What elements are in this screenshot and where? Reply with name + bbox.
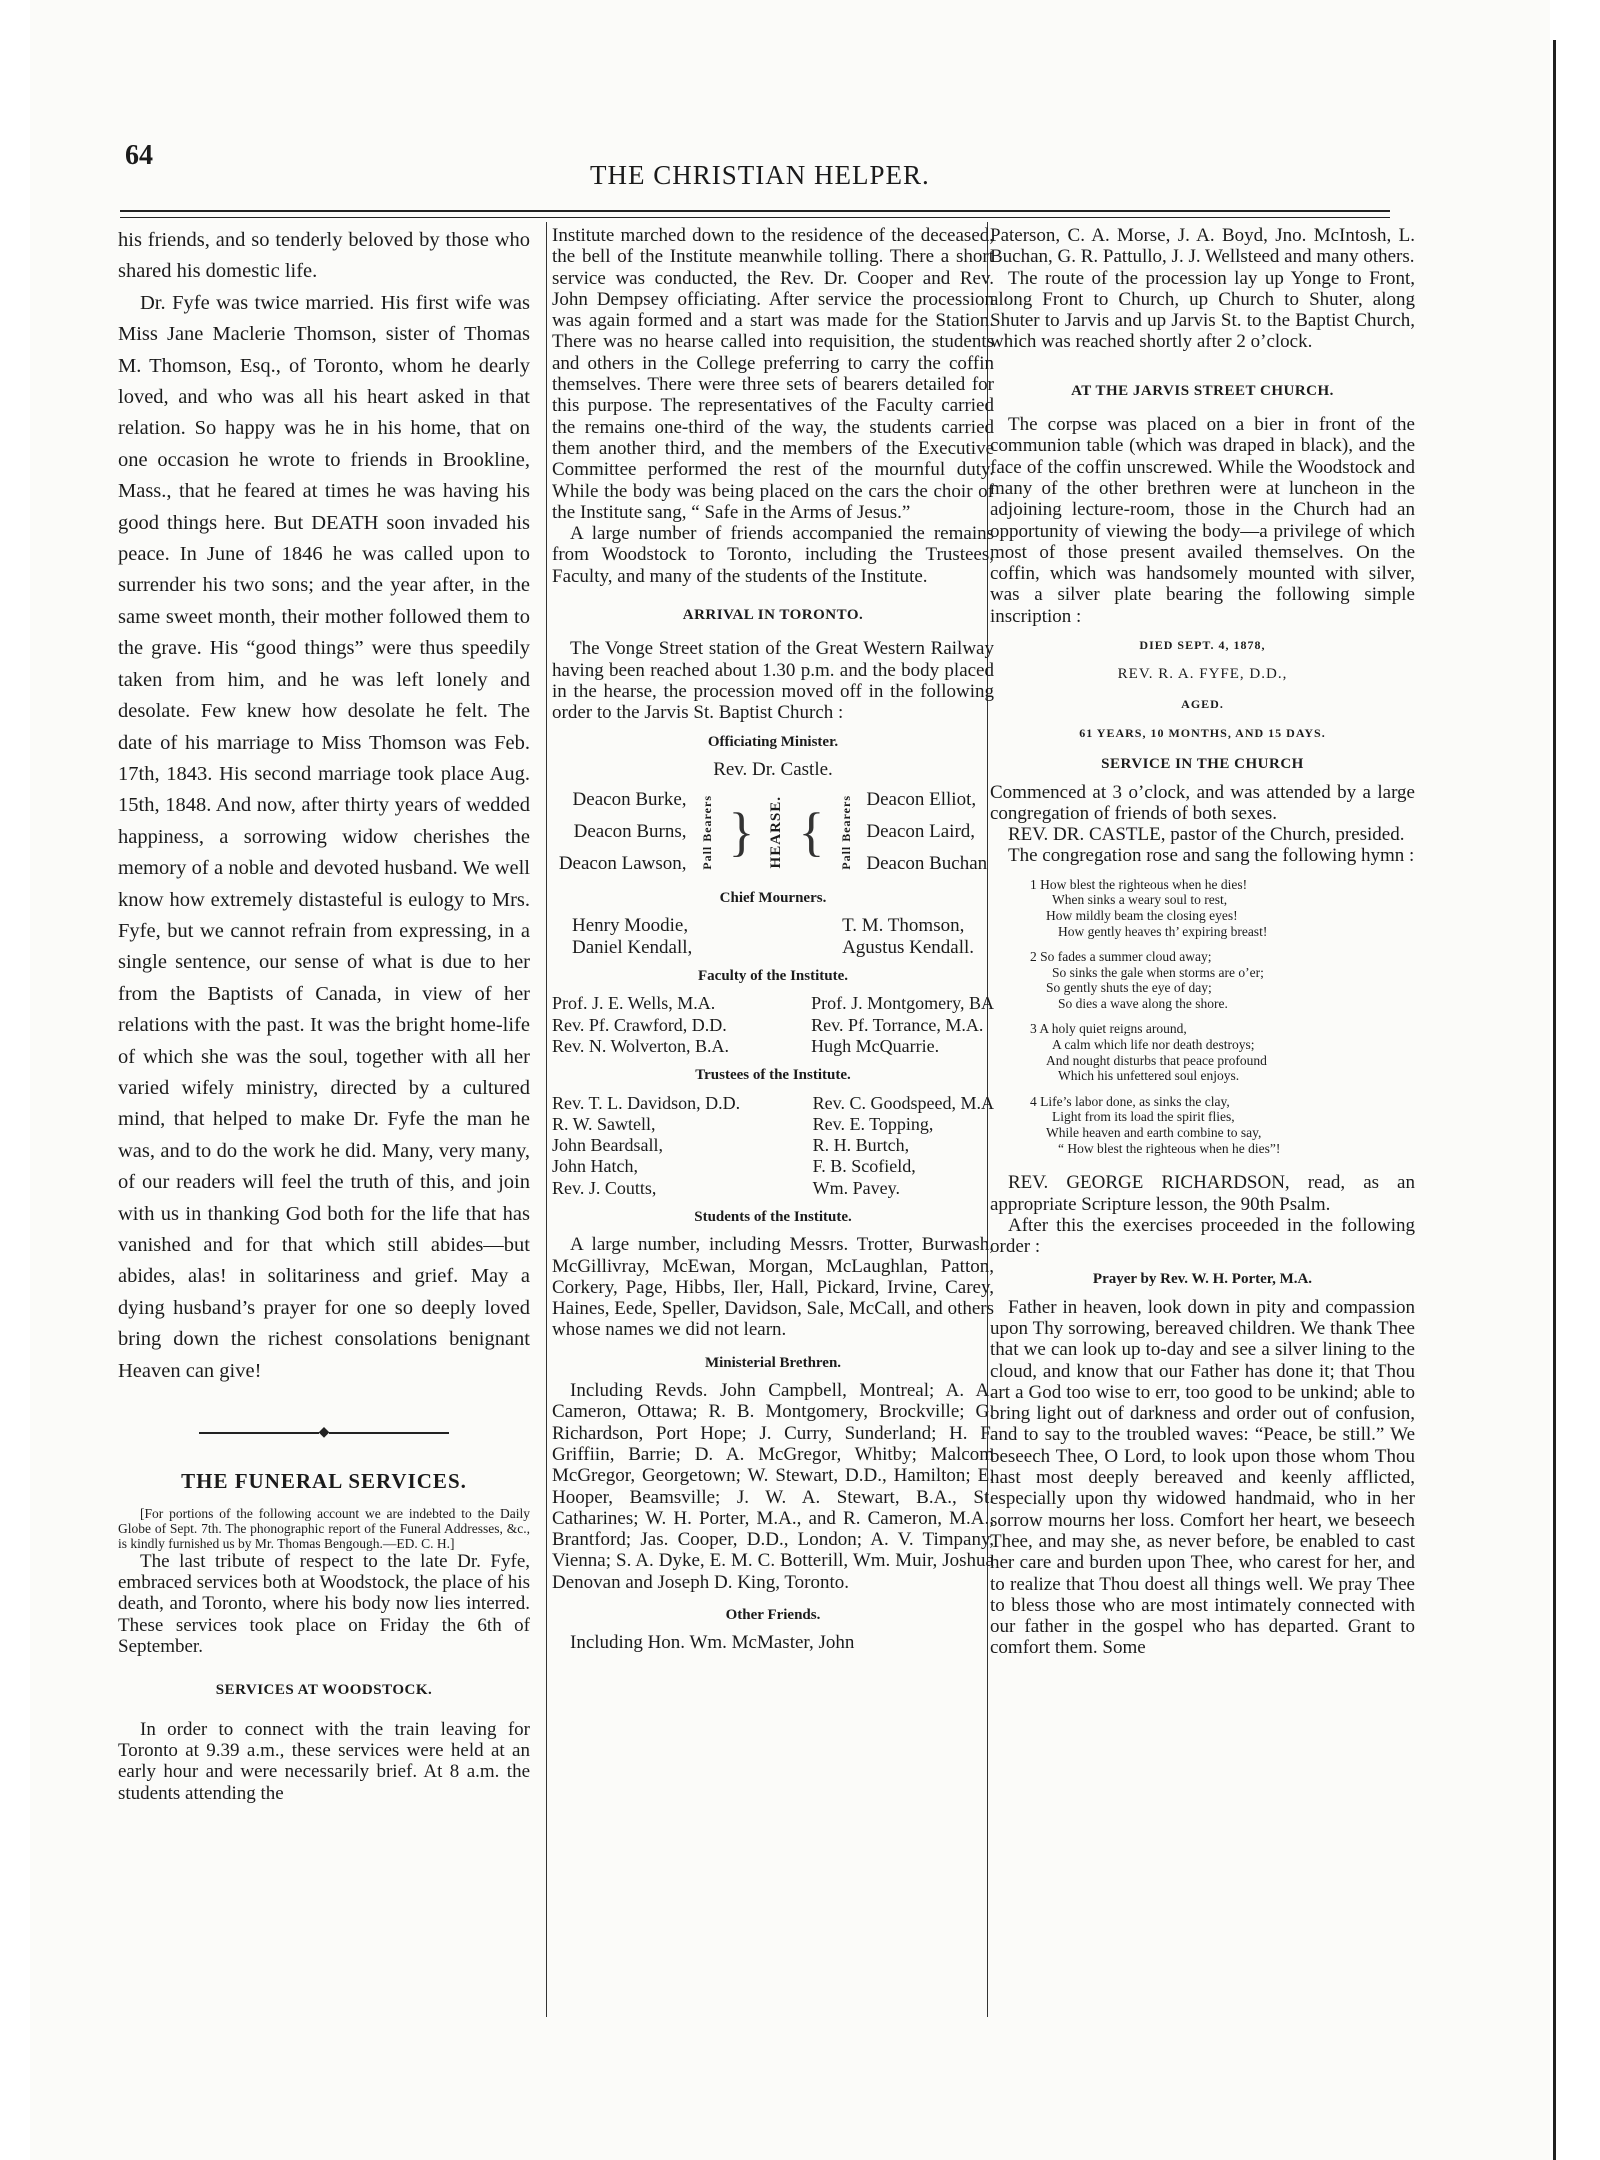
trustee-name: John Hatch, bbox=[552, 1156, 638, 1177]
pall-bearers-label: Pall Bearers bbox=[839, 794, 854, 870]
hymn-line: When sinks a weary soul to rest, bbox=[1052, 892, 1228, 908]
page-number: 64 bbox=[125, 140, 153, 171]
paragraph: The route of the procession lay up Yonge to Front, along Front to Church, up Church to Shuter, along Shuter to Jarvis and up Jarvis St. to the Baptist Church, which was reached shortly after 2 o’clock. bbox=[990, 267, 1415, 353]
inscription-line: DIED SEPT. 4, 1878, bbox=[1139, 638, 1266, 653]
mourner-name: Daniel Kendall, bbox=[572, 936, 693, 958]
paragraph: Dr. Fyfe was twice married. His first wife was Miss Jane Maclerie Thomson, sister of Thomas M. Thomson, Esq., of Toronto, whom he dearly loved, and who was all his heart asked in that relation. So happy was he in his home, that on one occasion he wrote to friends in Brookline, Mass., that he feared at times he was having his good things here. But DEATH soon invaded his peace. In June of 1846 he was called upon to surrender his two sons; and the year after, in the same sweet month, their mother followed them to the grave. His “good things” were thus speedily taken from him, and he was left lonely and desolate. Few knew how desolate he felt. The date of his marriage to Miss Thomson was Feb. 17th, 1843. His second marriage took place Aug. 15th, 1848. And now, after thirty years of wedded happiness, a sorrowing widow cherishes the memory of a noble and devoted husband. We well know how extremely distasteful is eulogy to Mrs. Fyfe, but we cannot refrain from expressing, in a single sentence, our sense of what is due to her from the Baptists of Canada, in view of her relations with the past. It was the bright home-life of which she was the soul, together with all her varied wifely ministry, directed by a cultured mind, that helped to make Dr. Fyfe the man he was, and to do the work he did. Many, very many, of our readers will feel the truth of this, and join with us in thanking God both for the life that has vanished and for that which still abides—but abides, alas! in solitariness and grief. May a dying husband’s prayer for one so deeply loved bring down the richest consolations benignant Heaven can give! bbox=[118, 291, 530, 1382]
hymn-line: How gently heaves th’ expiring breast! bbox=[1058, 923, 1268, 939]
brace-right: } bbox=[728, 802, 755, 863]
hymn-stanza bbox=[990, 1021, 1415, 1083]
brace-left: { bbox=[798, 802, 825, 863]
subheading: Ministerial Brethren. bbox=[704, 1354, 842, 1371]
trustee-name: Rev. C. Goodspeed, M.A bbox=[812, 1092, 994, 1113]
trustee-name: Rev. T. L. Davidson, D.D. bbox=[552, 1092, 741, 1113]
hymn-line: 1 How blest the righteous when he dies! bbox=[1030, 876, 1248, 892]
hearse-label: HEARSE. bbox=[768, 795, 785, 869]
hymn-line: Which his unfettered soul enjoys. bbox=[1058, 1068, 1240, 1084]
paragraph: Including Hon. Wm. McMaster, John bbox=[570, 1632, 855, 1654]
column-1 bbox=[118, 225, 530, 1804]
procession-diagram bbox=[552, 784, 994, 880]
trustee-name: R. W. Sawtell, bbox=[552, 1113, 656, 1134]
hymn-stanza bbox=[990, 1094, 1415, 1156]
hymn-line: So dies a wave along the shore. bbox=[1058, 995, 1228, 1011]
hymn-line: Light from its load the spirit flies, bbox=[1052, 1109, 1235, 1125]
paragraph: The congregation rose and sang the following hymn : bbox=[1008, 845, 1415, 867]
hymn bbox=[990, 877, 1415, 1157]
column-3 bbox=[990, 225, 1415, 1659]
paragraph: his friends, and so tenderly beloved by those who shared his domestic life. bbox=[118, 229, 530, 283]
hymn-line: While heaven and earth combine to say, bbox=[1046, 1125, 1262, 1141]
header-rule bbox=[120, 210, 1390, 212]
officiating-name: Rev. Dr. Castle. bbox=[713, 758, 833, 780]
paragraph: A large number of friends accompanied the remains from Woodstock to Toronto, including the Trustees, Faculty, and many of the students of the Institute. bbox=[552, 523, 994, 587]
subheading: AT THE JARVIS STREET CHURCH. bbox=[1071, 382, 1334, 399]
subheading: Officiating Minister. bbox=[707, 733, 839, 750]
paragraph: Commenced at 3 o’clock, and was attended by a large congregation of friends of both sexes. bbox=[990, 781, 1415, 824]
inscription-line: 61 YEARS, 10 MONTHS, AND 15 DAYS. bbox=[1079, 725, 1326, 740]
hymn-line: “ How blest the righteous when he dies”! bbox=[1058, 1140, 1281, 1156]
inscription-line: REV. R. A. FYFE, D.D., bbox=[1117, 666, 1288, 683]
bearer-name: Deacon Burke, bbox=[572, 789, 687, 811]
faculty-list bbox=[552, 993, 994, 1057]
hymn-stanza bbox=[990, 877, 1415, 939]
hymn-line: How mildly beam the closing eyes! bbox=[1046, 907, 1238, 923]
running-head: THE CHRISTIAN HELPER. bbox=[590, 160, 930, 190]
paragraph: In order to connect with the train leaving for Toronto at 9.39 a.m., these services were held at an early hour and were necessarily brief. At 8 a.m. the students attending the bbox=[118, 1718, 530, 1804]
paragraph: Including Revds. John Campbell, Montreal; A. A. Cameron, Ottawa; R. B. Montgomery, Brockville; G. Richardson, Port Hope; J. Curry, Sunderland; H. F. Griffiin, Barrie; D. A. McGregor, Whitby; Malcom McGregor, Georgetown; W. Stewart, D.D., Hamilton; E. Hooper, Beamsville; J. W. A. Stewart, B.A., St. Catharines; W. H. Porter, M.A., and R. Cameron, M.A., Brantford; Jas. Cooper, D.D., London; A. V. Timpany, Vienna; S. A. Dyke, E. M. C. Botterill, Wm. Muir, Joshua Denovan and Joseph D. King, Toronto. bbox=[552, 1380, 994, 1593]
hymn-line: A calm which life nor death destroys; bbox=[1052, 1037, 1255, 1053]
bearer-name: Deacon Burns, bbox=[573, 821, 687, 843]
paragraph: A large number, including Messrs. Trotter, Burwash, McGillivray, McEwan, Morgan, McLaughlan, Patton, Corkery, Page, Hibbs, Iler, Hall, Pickard, Irvine, Carey, Haines, Eede, Speller, Davidson, Sale, McCall, and others whose names we did not learn. bbox=[552, 1234, 994, 1341]
mourner-name: Agustus Kendall. bbox=[842, 936, 974, 958]
header-rule-thin bbox=[120, 217, 1390, 218]
mourners-list bbox=[552, 915, 994, 958]
faculty-name: Rev. Pf. Crawford, D.D. bbox=[552, 1014, 727, 1035]
paragraph: Institute marched down to the residence of the deceased, the bell of the Institute meanwhile tolling. There a short service was conducted, the Rev. Dr. Cooper and Rev. John Dempsey officiating. After service the procession was again formed and a start was made for the Station. There was no hearse called into requisition, the students and others in the College preferring to carry the coffin themselves. There were three sets of bearers detailed for this purpose. The representatives of the Faculty carried the remains one-third of the way, the students carried them another third, and the members of the Executive Committee performed the rest of the mournful duty. While the body was being placed on the cars the choir of the Institute sang, “ Safe in the Arms of Jesus.” bbox=[552, 225, 994, 523]
bearer-name: Deacon Buchan bbox=[866, 853, 988, 875]
hymn-line: So gently shuts the eye of day; bbox=[1046, 980, 1212, 996]
subheading: Students of the Institute. bbox=[694, 1208, 852, 1225]
faculty-name: Prof. J. Montgomery, BA bbox=[811, 993, 994, 1014]
trustee-name: R. H. Burtch, bbox=[812, 1135, 910, 1156]
hymn-line: So sinks the gale when storms are o’er; bbox=[1052, 964, 1264, 980]
section-ornament: ◆ bbox=[118, 1417, 530, 1448]
paragraph: The Vonge Street station of the Great Western Railway having been reached about 1.30 p.m. and the body placed in the hearse, the procession moved off in the following order to the Jarvis St. Baptist Church : bbox=[552, 638, 994, 724]
faculty-name: Rev. N. Wolverton, B.A. bbox=[552, 1035, 730, 1056]
mourner-name: T. M. Thomson, bbox=[842, 915, 965, 937]
hymn-line: And nought disturbs that peace profound bbox=[1046, 1052, 1267, 1068]
column-rule-1 bbox=[546, 222, 547, 2017]
paragraph: The last tribute of respect to the late Dr. Fyfe, embraced services both at Woodstock, the place of his death, and Toronto, where his body now lies interred. These services took place on Friday the 6th of September. bbox=[118, 1550, 530, 1658]
paragraph: REV. DR. CASTLE, pastor of the Church, presided. bbox=[1008, 824, 1405, 846]
subheading: Faculty of the Institute. bbox=[698, 968, 848, 985]
hymn-line: 3 A holy quiet reigns around, bbox=[1030, 1021, 1187, 1037]
editor-note: [For portions of the following account we are indebted to the Daily Globe of Sept. 7th. The phonographic report of the Funeral Addresses, &c., is kindly furnished us by Mr. Thomas Bengough.—ED. C. H.] bbox=[118, 1505, 530, 1551]
paragraph: The corpse was placed on a bier in front of the communion table (which was draped in black), and the face of the coffin unscrewed. While the Woodstock and many of the other brethren were at luncheon in the adjoining lecture-room, those in the Church had an opportunity of viewing the body—a privilege of which most of those present availed themselves. On the coffin, which was handsomely mounted with silver, was a silver plate bearing the following simple inscription : bbox=[990, 414, 1415, 627]
trustee-name: Wm. Pavey. bbox=[812, 1177, 900, 1198]
hymn-line: 2 So fades a summer cloud away; bbox=[1030, 949, 1212, 965]
trustee-name: Rev. J. Coutts, bbox=[552, 1177, 657, 1198]
hymn-line: 4 Life’s labor done, as sinks the clay, bbox=[1030, 1093, 1230, 1109]
subheading: Other Friends. bbox=[725, 1607, 821, 1624]
mourner-name: Henry Moodie, bbox=[572, 915, 689, 937]
column-2 bbox=[552, 225, 994, 1654]
page-edge bbox=[1553, 40, 1556, 2160]
subheading: ARRIVAL IN TORONTO. bbox=[682, 607, 864, 624]
inscription-line: AGED. bbox=[1181, 696, 1224, 711]
trustee-name: Rev. E. Topping, bbox=[812, 1113, 934, 1134]
subheading: Prayer by Rev. W. H. Porter, M.A. bbox=[1092, 1271, 1313, 1288]
bearer-name: Deacon Laird, bbox=[866, 821, 976, 843]
hymn-stanza bbox=[990, 949, 1415, 1011]
faculty-name: Prof. J. E. Wells, M.A. bbox=[552, 993, 716, 1014]
paragraph: Paterson, C. A. Morse, J. A. Boyd, Jno. McIntosh, L. Buchan, G. R. Pattullo, J. J. Wellsteed and many others. bbox=[990, 225, 1415, 268]
subheading: Trustees of the Institute. bbox=[695, 1067, 851, 1084]
subheading: SERVICES AT WOODSTOCK. bbox=[215, 1682, 433, 1699]
bearer-name: Deacon Lawson, bbox=[558, 853, 687, 875]
trustees-list bbox=[552, 1093, 994, 1199]
pall-bearers-label: Pall Bearers bbox=[699, 794, 714, 870]
paragraph: After this the exercises proceeded in the following order : bbox=[990, 1214, 1415, 1258]
trustee-name: F. B. Scofield, bbox=[812, 1156, 916, 1177]
paragraph: REV. GEORGE RICHARDSON, read, as an appropriate Scripture lesson, the 90th Psalm. bbox=[990, 1172, 1415, 1215]
faculty-name: Rev. Pf. Torrance, M.A. bbox=[811, 1014, 984, 1035]
paragraph: Father in heaven, look down in pity and compassion upon Thy sorrowing, bereaved children. We thank Thee that we can look up to-day and see a silver lining to the cloud, and know that our Father has done it; that Thou art a God too wise to err, too good to be unkind; able to bring light out of darkness and order out of confusion, and to say to the troubled waves: “Peace, be still.” We beseech Thee, O Lord, to look upon those whom Thou hast most deeply bereaved and keenly afflicted, especially upon thy widowed handmaid, who in her sorrow mourns her loss. Comfort her heart, we beseech Thee, and may she, as never before, be enabled to cast her care and burden upon Thee, who carest for her, and to realize that Thou doest all things well. We pray Thee to bless those who are most intimately connected with our father in the gospel who has departed. Grant to comfort them. Some bbox=[990, 1296, 1415, 1659]
trustee-name: John Beardsall, bbox=[552, 1135, 663, 1156]
faculty-name: Hugh McQuarrie. bbox=[811, 1035, 940, 1056]
subheading: SERVICE IN THE CHURCH bbox=[1101, 756, 1304, 773]
bearer-name: Deacon Elliot, bbox=[866, 789, 977, 811]
section-title: THE FUNERAL SERVICES. bbox=[181, 1469, 467, 1494]
subheading: Chief Mourners. bbox=[719, 890, 827, 907]
